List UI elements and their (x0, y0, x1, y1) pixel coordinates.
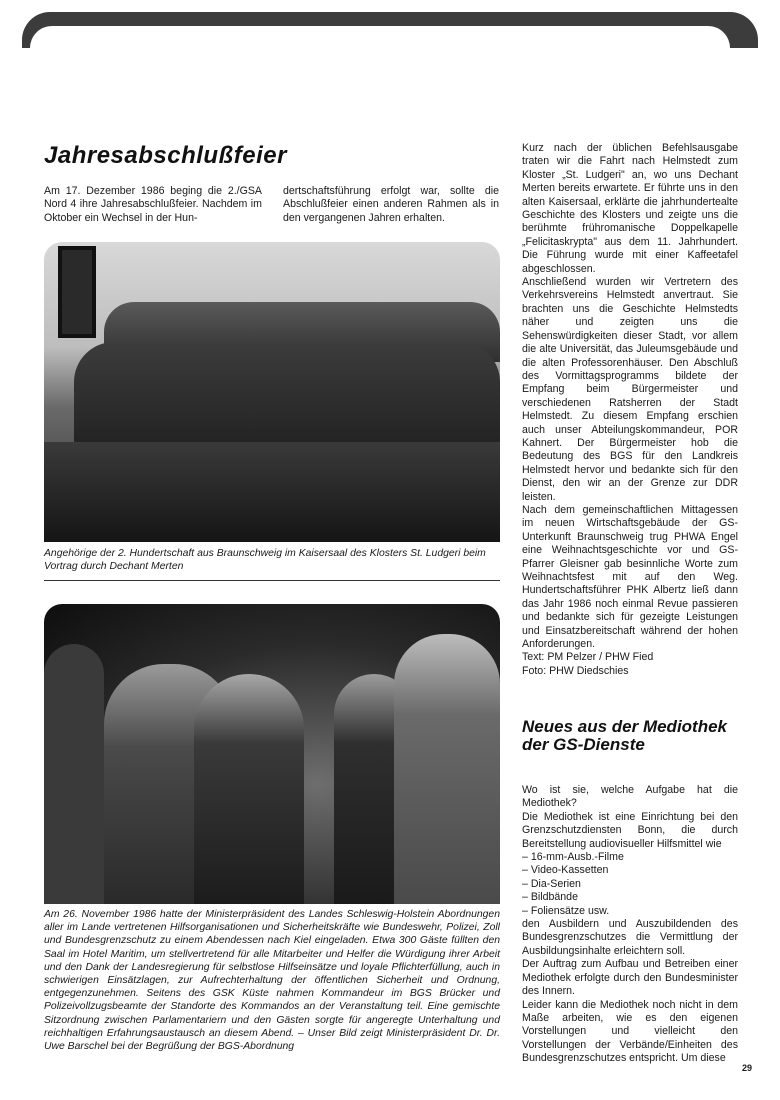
intro-left-column (44, 185, 262, 225)
mediothek-para-2: den Ausbildern und Auszubildenden des Bundesgrenzschutzes die Vermittlung der Ausbildungsinhalte erleichtern soll. (522, 918, 738, 957)
mediothek-column (522, 784, 738, 1066)
mediothek-question: Wo ist sie, welche Aufgabe hat die Mediothek? (522, 784, 738, 810)
photo-caption-1: Angehörige der 2. Hundertschaft aus Braunschweig im Kaisersaal des Klosters St. Ludgeri beim Vortrag durch Dechant Merten (44, 548, 486, 573)
section-heading-mediothek: Neues aus der Mediothek der GS-Dienste (522, 717, 728, 754)
mediothek-para-3: Der Auftrag zum Aufbau und Betreiben einer Mediothek erfolgte durch den Bundesminister des Innern. (522, 958, 738, 998)
window-shape (58, 246, 96, 338)
person-center-shape (194, 674, 304, 904)
photo-handshake (44, 604, 500, 904)
right-column (522, 142, 738, 678)
divider (44, 580, 500, 581)
intro-right-column (283, 185, 499, 225)
person-left-shape (44, 644, 104, 904)
page-number: 29 (742, 1063, 753, 1073)
list-item: – Dia-Serien (522, 878, 738, 891)
list-item: – Video-Kassetten (522, 864, 738, 877)
list-item: – Foliensätze usw. (522, 905, 738, 918)
list-item: – 16-mm-Ausb.-Filme (522, 851, 738, 864)
person-right-shape (394, 634, 500, 904)
credit-photo: Foto: PHW Diedschies (522, 664, 629, 677)
intro-right-text: dertschaftsführung erfolgt war, sollte die Abschlußfeier einen anderen Rahmen als in den vergangenen Jahren erhalten. (283, 185, 499, 224)
list-item: – Bildbände (522, 891, 738, 904)
right-para-1: Kurz nach der üblichen Befehlsausgabe traten wir die Fahrt nach Helmstedt zum Kloster „St. Ludgeri" an, wo uns Dechant Merten bereits erwartete. Er führte uns in den alten Kaisersaal, erklärte die jahrhundertealte Geschichte des Klosters und zeigte uns die berühmte frühromanische Doppelkapelle „Felicitaskrypta" aus dem 11. Jahrhundert. Die Führung wurde mit einer Kaffeetafel abgeschlossen. (522, 142, 738, 275)
photo-caption-2: Am 26. November 1986 hatte der Ministerpräsident des Landes Schleswig-Holstein Abordnungen aller im Lande vertretenen Hilfsorganisationen und Sicherheitskräfte wie Bundeswehr, Polizei, Zoll und Bundesgrenzschutz zu einem Abendessen nach Kiel eingeladen. Etwa 300 Gäste füllten den Saal im Hotel Maritim, um stellvertretend für alle Mitarbeiter und Helfer die Würdigung ihrer Arbeit und den Dank der Landesregierung für selbstlose Hilfseinsätze und loyale Pflichterfüllung, auch in schwierigen Einsätzlagen, zur Aufrechterhaltung der öffentlichen Sicherheit und Ordnung, entgegenzunehmen. Seitens des GSK Küste nahmen Kommandeur im BGS Brücker und Polizeivollzugsbeamte der Standorte des Kommandos an der Veranstaltung teil. Eine gemischte Sitzordnung zwischen Parlamentariern und den Gästen sorgte für angeregte Unterhaltung und reichhaltigen Erfahrungsaustausch an diesem Abend. – Unser Bild zeigt Ministerpräsident Dr. Dr. Uwe Barschel bei der Begrüßung der BGS-Abordnung (44, 909, 500, 1053)
intro-left-text: Am 17. Dezember 1986 beging die 2./GSA Nord 4 ihre Jahresabschlußfeier. Nachdem im Oktober ein Wechsel in der Hun- (44, 185, 262, 224)
mediothek-para-1: Die Mediothek ist eine Einrichtung bei den Grenzschutzdiensten Bonn, die durch Bereitstellung audiovisueller Hilfsmittel wie (522, 810, 738, 850)
article-title: Jahresabschlußfeier (44, 142, 287, 169)
floor-shape (44, 442, 500, 542)
right-para-2: Anschließend wurden wir Vertretern des Verkehrsvereins Helmstedt anvertraut. Sie brachten uns die Geschichte Helmstedts näher und zeigten uns die Sehenswürdigkeiten dieser Stadt, vor allem die alte Universität, das Juleumsgebäude und die alten Professorenhäuser. Den Abschluß des Vormittagsprogramms bildete der Empfang beim Bürgermeister und verschiedenen Ratsherren der Stadt Helmstedt. Zu diesem Empfang erschien auch unser Abteilungskommandeur, POR Kahnert. Der Bürgermeister hob die Bedeutung des BGS für den Landkreis Helmstedt hervor und bedankte sich für den Dienst, den wir an der Grenze zur DDR leisten. (522, 276, 738, 503)
photo-kaisersaal (44, 242, 500, 542)
right-para-3: Nach dem gemeinschaftlichen Mittagessen im neuen Wirtschaftsgebäude der GS-Unterkunft Braunschweig trug PHWA Engel eine Weihnachtsgeschichte vor und GS-Pfarrer Gleisner gab besinnliche Worte zum Weihnachtsfest mit auf den Weg. Hundertschaftsführer PHK Albertz ließ dann das Jahr 1986 noch einmal Revue passieren und bedankte sich für gezeigte Leistungen und Einsatzbereitschaft während der hohen Anforderungen. (522, 503, 738, 651)
credit-text: Text: PM Pelzer / PHW Fied (522, 651, 654, 664)
mediothek-para-4: Leider kann die Mediothek noch nicht in dem Maße arbeiten, wie es den eigenen Vorstellungen und vielleicht den Vorstellungen der Verbände/Einheiten des Bundesgrenzschutzes entspricht. Um diese (522, 998, 738, 1065)
media-list (522, 851, 738, 918)
